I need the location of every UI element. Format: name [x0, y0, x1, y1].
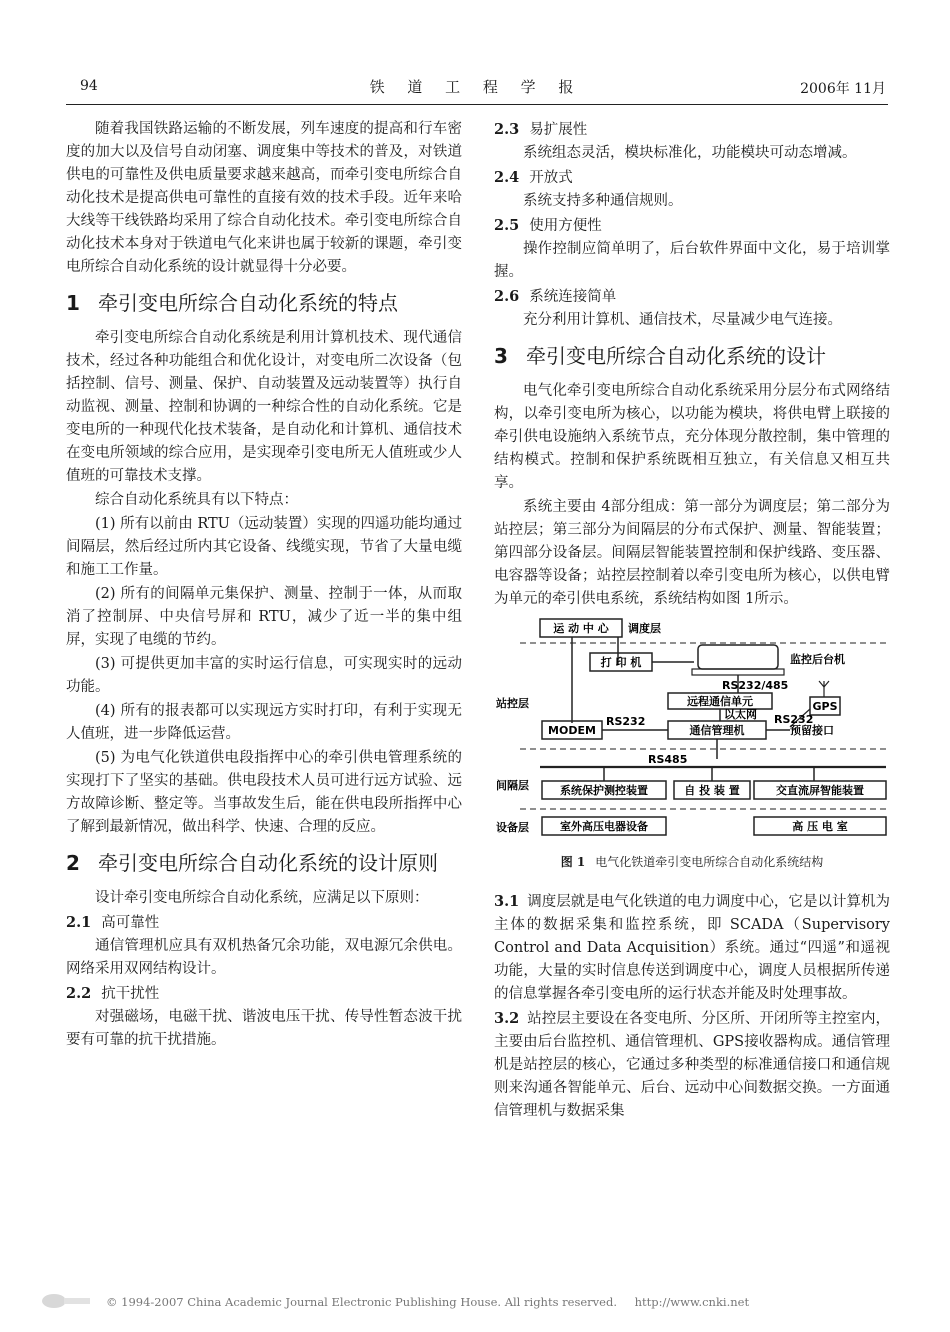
section-3-heading: 3 牵引变电所综合自动化系统的设计 — [494, 344, 826, 368]
section-3-paragraph-1: 电气化牵引变电所综合自动化系统采用分层分布式网络结构，以牵引变电所为核心，以功能为模块，将供电臂上联接的牵引供电设施纳入系统节点，充分体现分散控制，集中管理的结构模式。控制和保护系统既相互独立，有关信息又相互共享。 — [494, 383, 890, 491]
subsection-2-5-heading: 2.5 使用方便性 — [494, 217, 602, 234]
backstage-label: 监控后台机 — [790, 653, 845, 666]
intro-paragraph: 随着我国铁路运输的不断发展，列车速度的提高和行车密度的加大以及信号自动闭塞、调度集中等技术的普及，对铁道供电的可靠性及供电质量要求越来越高，而牵引变电所综合自动化技术是提高供电可靠性的直接有效的技术手段。近年来哈大线等干线铁路均采用了综合自动化技术。牵引变电所综合自动化技术本身对于铁道电气化来讲也属于较新的课题，牵引变电所综合自动化系统的设计就显得十分必要。 — [66, 121, 462, 275]
protection-device-label: 系统保护测控装置 — [560, 784, 648, 797]
section-1-heading: 1 牵引变电所综合自动化系统的特点 — [66, 291, 398, 315]
outdoor-hv-label: 室外高压电器设备 — [560, 820, 648, 833]
dispatch-center-label: 运 动 中 心 — [553, 622, 609, 635]
backstage-computer-icon — [698, 645, 778, 669]
running-header — [66, 76, 886, 100]
hv-room-label: 高 压 电 室 — [792, 820, 848, 833]
section-2-heading: 2 牵引变电所综合自动化系统的设计原则 — [66, 851, 438, 875]
subsection-3-1-paragraph: 3.1 调度层就是电气化铁道的电力调度中心，它是以计算机为主体的数据采集和监控系统，即 SCADA（Supervisory Control and Data Acquisition）系统。通过“四遥”和遥视功能，大量的实时信息传送到调度中心，调度人员根据所传递的信息掌握各牵引变电所的运行状态并能及时处理事故。 — [494, 893, 890, 1002]
feature-item-4: (4) 所有的报表都可以实现远方实时打印，有利于实现无人值班，进一步降低运营。 — [66, 703, 462, 742]
subsection-2-6-text: 充分利用计算机、通信技术，尽量减少电气连接。 — [523, 312, 842, 328]
subsection-2-3-heading: 2.3 易扩展性 — [494, 121, 588, 138]
copyright-text: © 1994-2007 China Academic Journal Electronic Publishing House. All rights reserved. — [106, 1295, 617, 1309]
section-1-paragraph: 牵引变电所综合自动化系统是利用计算机技术、现代通信技术，经过各种功能组合和优化设计，对变电所二次设备（包括控制、信号、测量、保护、自动装置及远动装置等）执行自动监视、测量、控制和协调的一种综合性的自动化系统。它是变电所的一种现代化技术装备，是自动化和计算机、通信技术在变电所领域的综合应用，是实现牵引变电所无人值班或少人值班的可靠技术支撑。 — [66, 330, 462, 484]
left-column — [66, 118, 462, 1053]
rs232-a-label: RS232 — [606, 715, 646, 728]
cnki-url-link[interactable]: http://www.cnki.net — [634, 1295, 750, 1309]
subsection-2-1-text: 通信管理机应具有双机热备冗余功能，双电源冗余供电。网络采用双网结构设计。 — [66, 938, 462, 977]
subsection-2-5-text: 操作控制应简单明了，后台软件界面中文化，易于培训掌握。 — [494, 241, 890, 280]
publisher-logo-icon — [40, 1292, 92, 1310]
printer-label: 打 印 机 — [600, 656, 642, 669]
station-layer-label: 站控层 — [496, 697, 529, 710]
reserved-port-label: 预留接口 — [790, 724, 834, 737]
page-number: 94 — [80, 78, 98, 94]
subsection-2-2-heading: 2.2 抗干扰性 — [66, 985, 160, 1002]
dispatch-layer-label: 调度层 — [628, 622, 661, 635]
equipment-layer-label: 设备层 — [496, 821, 529, 834]
header-rule — [66, 104, 888, 105]
auto-device-label: 自 投 装 置 — [684, 784, 740, 797]
section-1-features-intro: 综合自动化系统具有以下特点： — [95, 492, 298, 508]
page-footer — [40, 1292, 910, 1314]
figure-1 — [494, 617, 890, 847]
rs232-b-label: RS232 — [774, 713, 814, 726]
subsection-2-4-heading: 2.4 开放式 — [494, 169, 573, 186]
modem-label: MODEM — [548, 724, 596, 737]
dc-device-label: 交直流屏智能装置 — [776, 784, 864, 797]
figure-1-caption — [494, 851, 890, 874]
subsection-2-3-text: 系统组态灵活，模块标准化，功能模块可动态增减。 — [523, 145, 857, 161]
comm-manager-label: 通信管理机 — [689, 724, 745, 737]
feature-item-5: (5) 为电气化铁道供电段指挥中心的牵引供电管理系统的实现打下了坚实的基础。供电段技术人员可进行远方试验、远方故障诊断、整定等。当事故发生后，能在供电段所指挥中心了解到最新情况，做出科学、快速、合理的反应。 — [66, 750, 462, 835]
system-structure-diagram — [494, 617, 890, 847]
section-2-paragraph: 设计牵引变电所综合自动化系统，应满足以下原则： — [95, 890, 429, 906]
feature-item-3: (3) 可提供更加丰富的实时运行信息，可实现实时的远动功能。 — [66, 656, 462, 695]
feature-item-2: (2) 所有的间隔单元集保护、测量、控制于一体，从而取消了控制屏、中央信号屏和 RTU，减少了近一半的集中组屏，实现了电缆的节约。 — [66, 586, 462, 648]
rs232-485-label: RS232/485 — [722, 679, 789, 692]
issue-date: 2006年 11月 — [800, 81, 886, 97]
subsection-2-1-heading: 2.1 高可靠性 — [66, 914, 160, 931]
rs485-label: RS485 — [648, 753, 688, 766]
remote-unit-label: 远程通信单元 — [687, 695, 753, 708]
caption-text: 电气化铁道牵引变电所综合自动化系统结构 — [595, 855, 824, 869]
caption-label: 图 1 — [560, 855, 586, 869]
right-column — [494, 118, 890, 1124]
ethernet-label: 以太网 — [724, 708, 757, 721]
bay-layer-label: 间隔层 — [496, 779, 529, 792]
subsection-2-4-text: 系统支持多种通信规则。 — [523, 193, 683, 209]
subsection-2-6-heading: 2.6 系统连接简单 — [494, 288, 617, 305]
section-3-paragraph-2: 系统主要由 4部分组成：第一部分为调度层；第二部分为站控层；第三部分为间隔层的分布式保护、测量、智能装置；第四部分设备层。间隔层智能装置控制和保护线路、变压器、电容器等设备；站控层控制着以牵引变电所为核心，以供电臂为单元的牵引供电系统，系统结构如图 1所示。 — [494, 499, 890, 607]
gps-label: GPS — [812, 700, 838, 713]
feature-item-1: (1) 所有以前由 RTU（远动装置）实现的四遥功能均通过间隔层，然后经过所内其它设备、线缆实现，节省了大量电缆和施工工作量。 — [66, 516, 462, 578]
subsection-2-2-text: 对强磁场，电磁干扰、谐波电压干扰、传导性暂态波干扰要有可靠的抗干扰措施。 — [66, 1009, 462, 1048]
journal-title: 铁 道 工 程 学 报 — [369, 78, 583, 96]
backstage-keyboard-icon — [692, 669, 784, 675]
subsection-3-2-paragraph: 3.2 站控层主要设在各变电所、分区所、开闭所等主控室内，主要由后台监控机、通信管理机、GPS接收器构成。通信管理机是站控层的核心，它通过多种类型的标准通信接口和通信规则来沟通各智能单元、后台、远动中心间数据交换。一方面通信管理机与数据采集 — [494, 1010, 890, 1119]
